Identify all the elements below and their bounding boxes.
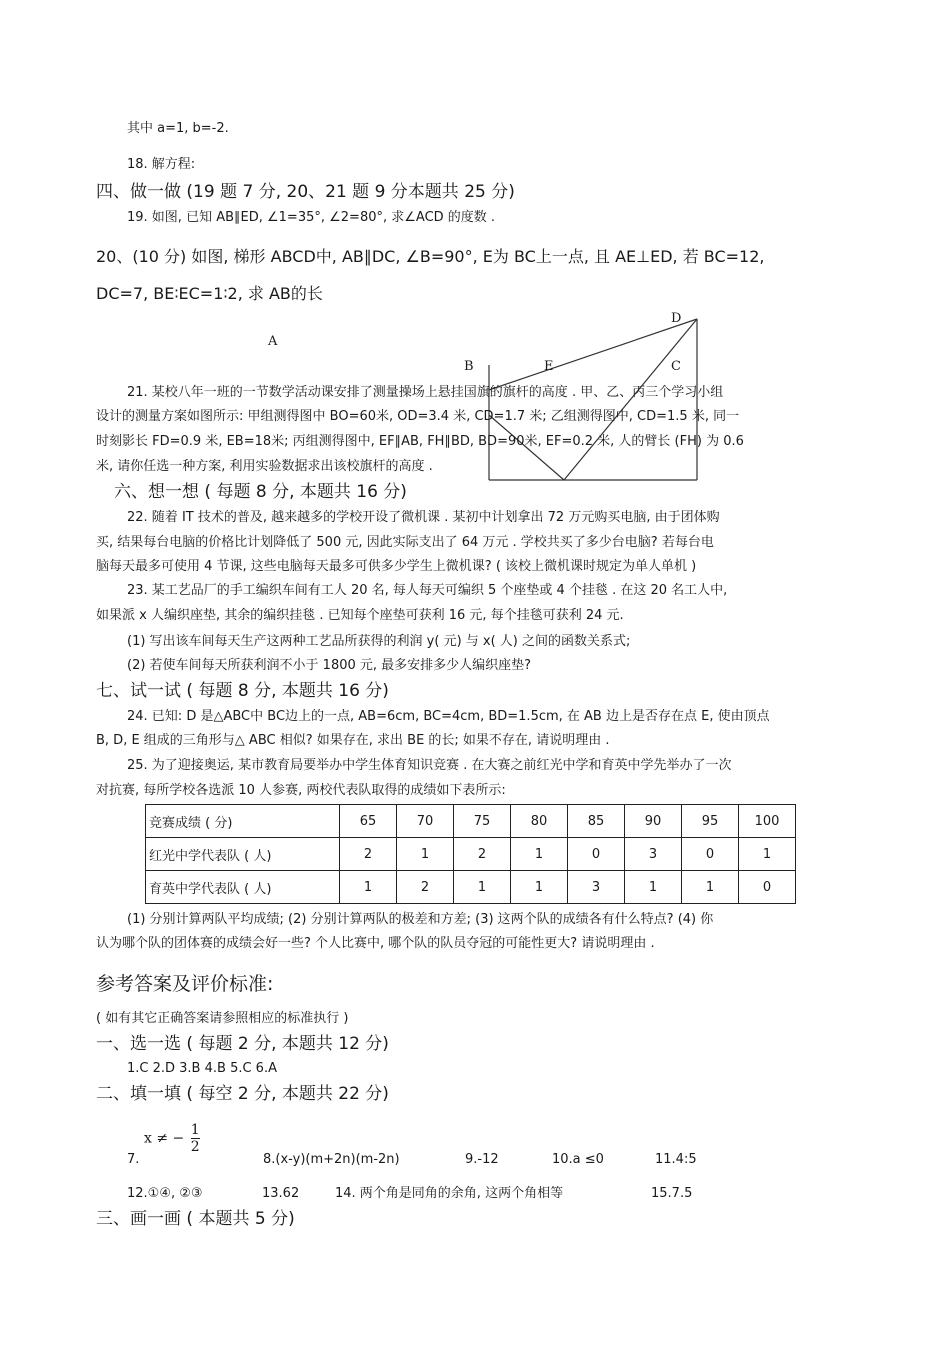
q24-line1: 24. 已知: D 是△ABC中 BC边上的一点, AB=6cm, BC=4cm, BD=1.5cm, 在 AB 边上是否存在点 E, 使由顶点 xyxy=(127,709,770,724)
fraction-numerator: 1 xyxy=(190,1122,200,1138)
answer-9: 9.-12 xyxy=(465,1152,499,1167)
table-cell: 65 xyxy=(340,805,397,838)
table-cell: 100 xyxy=(739,805,796,838)
table-cell: 2 xyxy=(454,838,511,871)
q25-parts-line1: (1) 分别计算两队平均成绩; (2) 分别计算两队的极差和方差; (3) 这两个队的成绩各有什么特点? (4) 你 xyxy=(127,912,714,927)
table-cell: 0 xyxy=(682,838,739,871)
table-cell: 85 xyxy=(568,805,625,838)
answer-14: 14. 两个角是同角的余角, 这两个角相等 xyxy=(335,1186,564,1201)
table-cell: 3 xyxy=(625,838,682,871)
answer-12: 12.①④, ②③ xyxy=(127,1186,203,1201)
section-7-title: 七、试一试 ( 每题 8 分, 本题共 16 分) xyxy=(96,681,389,701)
table-cell: 0 xyxy=(739,871,796,904)
answer-8: 8.(x-y)(m+2n)(m-2n) xyxy=(263,1152,400,1167)
answer-7-label: 7. xyxy=(127,1152,140,1167)
table-cell: 80 xyxy=(511,805,568,838)
q21-line4: 米, 请你任选一种方案, 利用实验数据求出该校旗杆的高度 . xyxy=(96,459,433,474)
label-c: C xyxy=(671,359,681,374)
table-cell: 育英中学代表队 ( 人) xyxy=(146,871,340,904)
section-6-title: 六、想一想 ( 每题 8 分, 本题共 16 分) xyxy=(114,482,407,502)
label-a: A xyxy=(268,334,278,349)
table-row xyxy=(146,871,796,904)
table-cell: 95 xyxy=(682,805,739,838)
table-row xyxy=(146,805,796,838)
table-cell: 1 xyxy=(625,871,682,904)
q23-line1: 23. 某工艺品厂的手工编织车间有工人 20 名, 每人每天可编织 5 个座垫或 4 个挂毯 . 在这 20 名工人中, xyxy=(127,583,728,598)
q20-line2: DC=7, BE∶EC=1∶2, 求 AB的长 xyxy=(96,284,323,303)
table-cell: 3 xyxy=(568,871,625,904)
q25-parts-line2: 认为哪个队的团体赛的成绩会好一些? 个人比赛中, 哪个队的队员夺冠的可能性更大? 请说明理由 . xyxy=(96,936,655,951)
answer-10: 10.a ≤0 xyxy=(552,1152,604,1167)
table-row xyxy=(146,838,796,871)
q21-line2: 设计的测量方案如图所示: 甲组测得图中 BO=60米, OD=3.4 米, CD=1.7 米; 乙组测得图中, CD=1.5 米, 同一 xyxy=(96,409,740,424)
table-cell: 2 xyxy=(397,871,454,904)
answers-section-3: 三、画一画 ( 本题共 5 分) xyxy=(96,1209,295,1229)
q23-part2: (2) 若使车间每天所获利润不小于 1800 元, 最多安排多少人编织座垫? xyxy=(127,658,532,673)
q23-part1: (1) 写出该车间每天生产这两种工艺品所获得的利润 y( 元) 与 x( 人) 之间的函数关系式; xyxy=(127,634,631,649)
table-cell: 红光中学代表队 ( 人) xyxy=(146,838,340,871)
q22-line3: 脑每天最多可使用 4 节课, 这些电脑每天最多可供多少学生上微机课? ( 该校上微机课时规定为单人单机 ) xyxy=(96,559,697,574)
table-cell: 竞赛成绩 ( 分) xyxy=(146,805,340,838)
answer-11: 11.4:5 xyxy=(655,1152,697,1167)
table-cell: 70 xyxy=(397,805,454,838)
scores-table xyxy=(145,804,796,904)
table-cell: 1 xyxy=(511,871,568,904)
q23-line2: 如果派 x 人编织座垫, 其余的编织挂毯 . 已知每个座垫可获利 16 元, 每个挂毯可获利 24 元. xyxy=(96,608,624,623)
q24-line2: B, D, E 组成的三角形与△ ABC 相似? 如果存在, 求出 BE 的长; 如果不存在, 请说明理由 . xyxy=(96,733,610,748)
q19: 19. 如图, 已知 AB∥ED, ∠1=35°, ∠2=80°, 求∠ACD 的度数 . xyxy=(127,210,496,225)
q25-line2: 对抗赛, 每所学校各选派 10 人参赛, 两校代表队取得的成绩如下表所示: xyxy=(96,783,506,798)
label-d: D xyxy=(671,311,682,326)
answer-7-lhs: x ≠ − xyxy=(144,1130,185,1147)
q18: 18. 解方程: xyxy=(127,157,196,172)
table-cell: 1 xyxy=(397,838,454,871)
q22-line2: 买, 结果每台电脑的价格比计划降低了 500 元, 因此实际支出了 64 万元 . 学校共买了多少台电脑? 若每台电 xyxy=(96,535,714,550)
table-cell: 0 xyxy=(568,838,625,871)
table-cell: 1 xyxy=(454,871,511,904)
q21-line3: 时刻影长 FD=0.9 米, EB=18米; 丙组测得图中, EF∥AB, FH∥BD, BD=90米, EF=0.2 米, 人的臂长 (FH) 为 0.6 xyxy=(96,434,744,449)
q25-line1: 25. 为了迎接奥运, 某市教育局要举办中学生体育知识竞赛 . 在大赛之前红光中学和育英中学先举办了一次 xyxy=(127,758,732,773)
answers-section-2: 二、填一填 ( 每空 2 分, 本题共 22 分) xyxy=(96,1084,389,1104)
fraction-denominator: 2 xyxy=(190,1139,200,1155)
answers-1-6: 1.C 2.D 3.B 4.B 5.C 6.A xyxy=(127,1061,277,1076)
table-cell: 2 xyxy=(340,838,397,871)
answers-section-1: 一、选一选 ( 每题 2 分, 本题共 12 分) xyxy=(96,1034,389,1054)
label-b: B xyxy=(464,359,474,374)
table-cell: 75 xyxy=(454,805,511,838)
q20-line1: 20、(10 分) 如图, 梯形 ABCD中, AB∥DC, ∠B=90°, E为 BC上一点, 且 AE⊥ED, 若 BC=12, xyxy=(96,247,765,266)
section-4-title: 四、做一做 (19 题 7 分, 20、21 题 9 分本题共 25 分) xyxy=(96,182,515,202)
answers-title: 参考答案及评价标准: xyxy=(96,973,274,995)
answer-15: 15.7.5 xyxy=(651,1186,693,1201)
figure-line xyxy=(489,319,697,390)
given-values: 其中 a=1, b=-2. xyxy=(127,121,229,136)
table-cell: 1 xyxy=(739,838,796,871)
answer-13: 13.62 xyxy=(262,1186,300,1201)
label-e: E xyxy=(544,359,554,374)
q22-line1: 22. 随着 IT 技术的普及, 越来越多的学校开设了微机课 . 某初中计划拿出 72 万元购买电脑, 由于团体购 xyxy=(127,510,720,525)
table-cell: 1 xyxy=(340,871,397,904)
answer-7-expression xyxy=(144,1122,200,1155)
table-cell: 1 xyxy=(511,838,568,871)
table-cell: 1 xyxy=(682,871,739,904)
table-cell: 90 xyxy=(625,805,682,838)
q21-line1: 21. 某校八年一班的一节数学活动课安排了测量操场上悬挂国旗的旗杆的高度 . 甲、乙、丙三个学习小组 xyxy=(127,385,724,400)
answers-note: ( 如有其它正确答案请参照相应的标准执行 ) xyxy=(96,1011,349,1026)
